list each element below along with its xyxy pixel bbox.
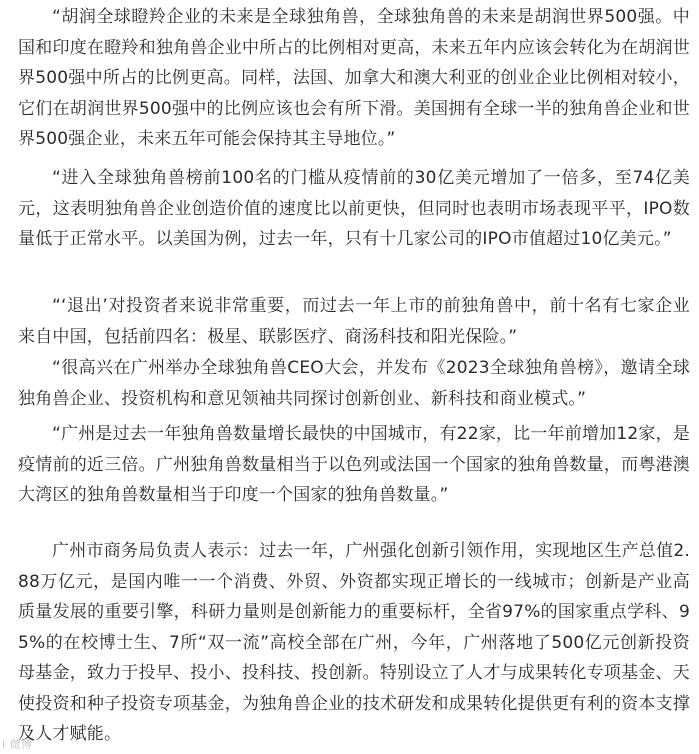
quote-paragraph-2: “进入全球独角兽榜前100名的门槛从疫情前的30亿美元增加了一倍多，至74亿美元，这表明独角兽企业创造价值的速度比以前更快，但同时也表明市场表现平平，IPO数量低于正常水平。以美国为例，过去一年，只有十几家公司的IPO市值超过10亿美元。”: [18, 168, 690, 249]
quote-paragraph-3: “‘退出’对投资者来说非常重要，而过去一年上市的前独角兽中，前十名有七家企业来自中国，包括前四名：极星、联影医疗、商汤科技和阳光保险。”: [18, 296, 690, 347]
quote-paragraph-5: “广州是过去一年独角兽数量增长最快的中国城市，有22家，比一年前增加12家，是疫情前的近三倍。广州独角兽数量相当于以色列或法国一个国家的独角兽数量，而粤港澳大湾区的独角兽数量相当于印度一个国家的独角兽数量。”: [18, 424, 690, 505]
quote-paragraph-1: “胡润全球瞪羚企业的未来是全球独角兽，全球独角兽的未来是胡润世界500强。中国和印度在瞪羚和独角兽企业中所占的比例相对更高，未来五年内应该会转化为在胡润世界500强中所占的比例更高。同样，法国、加拿大和澳大利亚的创业企业比例相对较小，它们在胡润世界500强中的比例应该也会有所下滑。美国拥有全球一半的独角兽企业和世界500强企业，未来五年可能会保持其主导地位。”: [18, 7, 690, 149]
watermark-logo: i 微博: [2, 738, 33, 751]
statement-paragraph: 广州市商务局负责人表示：过去一年，广州强化创新引领作用，实现地区生产总值2.88万亿元，是国内唯一一个消费、外贸、外资都实现正增长的一线城市；创新是产业高质量发展的重要引擎，科研力量则是创新能力的重要标杆，全省97%的国家重点学科、95%的在校博士生、7所“双一流”高校全部在广州，今年，广州落地了500亿元创新投资母基金，致力于投早、投小、投科技、投创新。特别设立了人才与成果转化专项基金、天使投资和种子投资专项基金，为独角兽企业的技术研发和成果转化提供更有利的资本支撑及人才赋能。: [18, 541, 690, 744]
quote-paragraph-4: “很高兴在广州举办全球独角兽CEO大会，并发布《2023全球独角兽榜》，邀请全球独角兽企业、投资机构和意见领袖共同探讨创新创业、新科技和商业模式。”: [18, 358, 690, 409]
